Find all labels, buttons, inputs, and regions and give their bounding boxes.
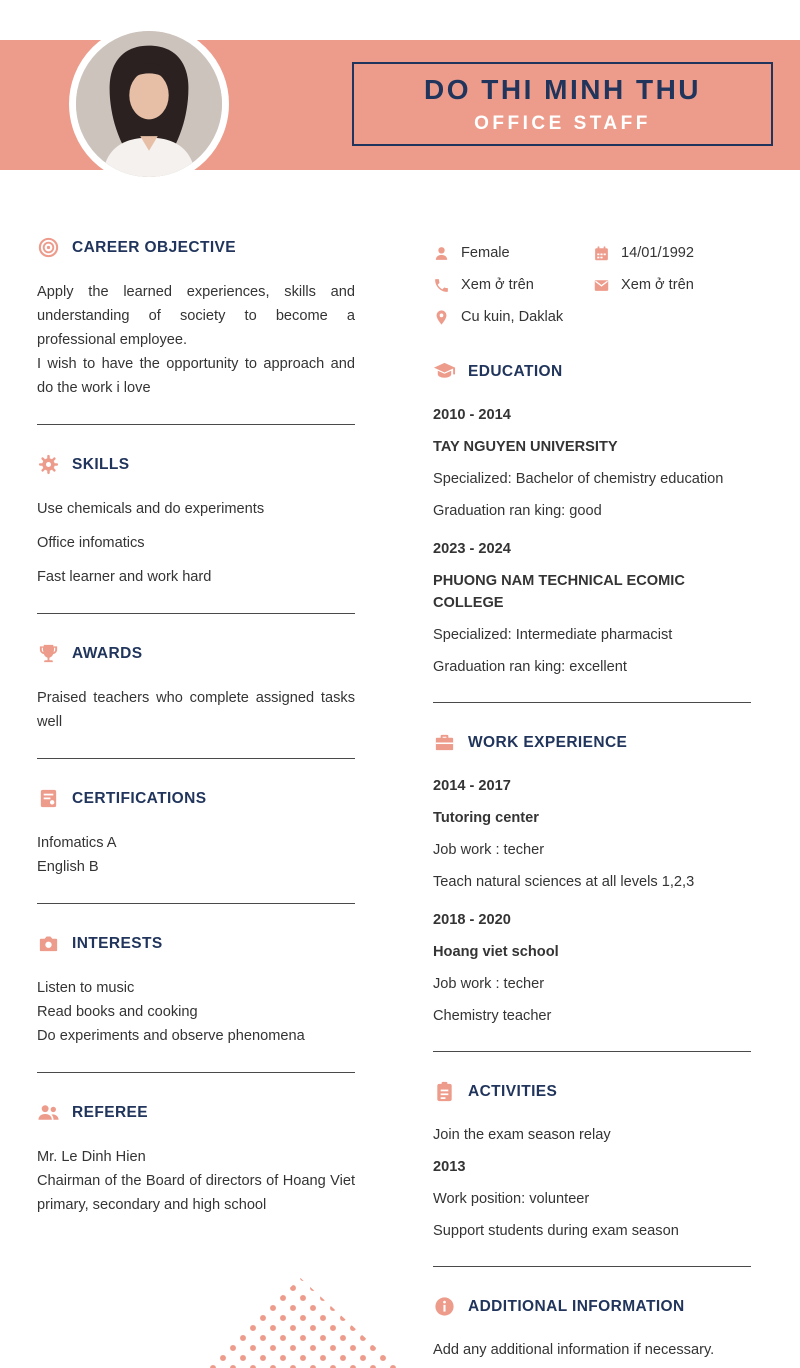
activities-entry <box>433 1124 751 1242</box>
section-awards <box>37 642 355 759</box>
section-heading: CAREER OBJECTIVE <box>72 238 237 256</box>
section-heading: INTERESTS <box>72 934 163 952</box>
section-heading: ADDITIONAL INFORMATION <box>468 1297 685 1315</box>
education-ranking: Graduation ran king: excellent <box>433 659 627 675</box>
education-entry <box>433 538 751 678</box>
activity-line: Work position: volunteer <box>433 1191 590 1207</box>
location-pin-icon <box>433 309 450 326</box>
clipboard-icon <box>433 1080 456 1103</box>
objective-paragraph: Apply the learned experiences, skills and understanding of society to become a professional employee. <box>37 284 355 348</box>
section-heading: CERTIFICATIONS <box>72 789 207 807</box>
referee-name: Mr. Le Dinh Hien <box>37 1149 146 1165</box>
section-heading: ACTIVITIES <box>468 1082 558 1100</box>
target-icon <box>37 236 60 259</box>
section-heading: SKILLS <box>72 455 130 473</box>
header-band <box>0 40 800 170</box>
certification-item: Infomatics A <box>37 835 117 851</box>
phone-field <box>433 274 593 296</box>
phone-icon <box>433 277 450 294</box>
section-heading: WORK EXPERIENCE <box>468 733 628 751</box>
section-referee <box>37 1101 355 1241</box>
skill-item: Office infomatics <box>37 535 145 551</box>
education-period: 2023 - 2024 <box>433 541 511 557</box>
work-entry <box>433 775 751 893</box>
section-education <box>433 360 751 703</box>
referee-detail: Chairman of the Board of directors of Hoang Viet primary, secondary and high school <box>37 1173 355 1213</box>
address-field <box>433 306 593 328</box>
education-specialized: Specialized: Intermediate pharmacist <box>433 627 673 643</box>
left-column <box>37 236 355 1368</box>
section-skills <box>37 453 355 614</box>
name-box <box>352 62 773 146</box>
section-additional-information <box>433 1295 751 1368</box>
work-organization: Tutoring center <box>433 810 539 826</box>
camera-icon <box>37 932 60 955</box>
avatar-photo-placeholder <box>76 31 222 177</box>
section-work-experience <box>433 731 751 1052</box>
activity-year: 2013 <box>433 1159 466 1175</box>
info-icon <box>433 1295 456 1318</box>
work-organization: Hoang viet school <box>433 944 559 960</box>
section-heading: EDUCATION <box>468 362 563 380</box>
trophy-icon <box>37 642 60 665</box>
email-value: Xem ở trên <box>621 277 694 293</box>
work-detail: Chemistry teacher <box>433 1008 552 1024</box>
work-detail: Teach natural sciences at all levels 1,2,3 <box>433 874 695 890</box>
interest-item: Read books and cooking <box>37 1004 198 1020</box>
certificate-icon <box>37 787 60 810</box>
calendar-icon <box>593 245 610 262</box>
work-entry <box>433 909 751 1027</box>
dob-value: 14/01/1992 <box>621 245 695 261</box>
dob-field <box>593 242 751 264</box>
additional-line: Add any additional information if necessary. <box>433 1342 715 1358</box>
briefcase-icon <box>433 731 456 754</box>
graduation-cap-icon <box>433 360 456 383</box>
skill-item: Fast learner and work hard <box>37 569 212 585</box>
education-entry <box>433 404 751 522</box>
person-icon <box>433 245 450 262</box>
interest-item: Listen to music <box>37 980 135 996</box>
section-career-objective <box>37 236 355 425</box>
email-field <box>593 274 751 296</box>
section-heading: AWARDS <box>72 644 143 662</box>
interest-item: Do experiments and observe phenomena <box>37 1028 305 1044</box>
gender-field <box>433 242 593 264</box>
person-name: DO THI MINH THU <box>423 73 702 105</box>
resume-body <box>0 170 800 1368</box>
award-item: Praised teachers who complete assigned tasks well <box>37 690 355 730</box>
avatar <box>69 24 229 184</box>
work-period: 2014 - 2017 <box>433 778 511 794</box>
gender-value: Female <box>461 245 510 261</box>
activity-line: Support students during exam season <box>433 1223 679 1239</box>
education-ranking: Graduation ran king: good <box>433 503 602 519</box>
education-school: PHUONG NAM TECHNICAL ECOMIC COLLEGE <box>433 573 685 611</box>
education-specialized: Specialized: Bachelor of chemistry education <box>433 471 724 487</box>
section-certifications <box>37 787 355 904</box>
objective-paragraph: I wish to have the opportunity to approach and do the work i love <box>37 356 355 396</box>
personal-info <box>433 242 751 328</box>
section-heading: REFEREE <box>72 1103 149 1121</box>
education-school: TAY NGUYEN UNIVERSITY <box>433 439 618 455</box>
work-role: Job work : techer <box>433 976 545 992</box>
gear-icon <box>37 453 60 476</box>
section-activities <box>433 1080 751 1267</box>
address-value: Cu kuin, Daklak <box>461 309 564 325</box>
job-title: OFFICE STAFF <box>474 112 651 134</box>
additional-entry <box>433 1339 751 1361</box>
skill-item: Use chemicals and do experiments <box>37 501 265 517</box>
certification-item: English B <box>37 859 99 875</box>
envelope-icon <box>593 277 610 294</box>
phone-value: Xem ở trên <box>461 277 534 293</box>
people-icon <box>37 1101 60 1124</box>
work-role: Job work : techer <box>433 842 545 858</box>
activity-intro: Join the exam season relay <box>433 1127 611 1143</box>
right-column <box>433 236 751 1368</box>
section-interests <box>37 932 355 1073</box>
work-period: 2018 - 2020 <box>433 912 511 928</box>
education-period: 2010 - 2014 <box>433 407 511 423</box>
